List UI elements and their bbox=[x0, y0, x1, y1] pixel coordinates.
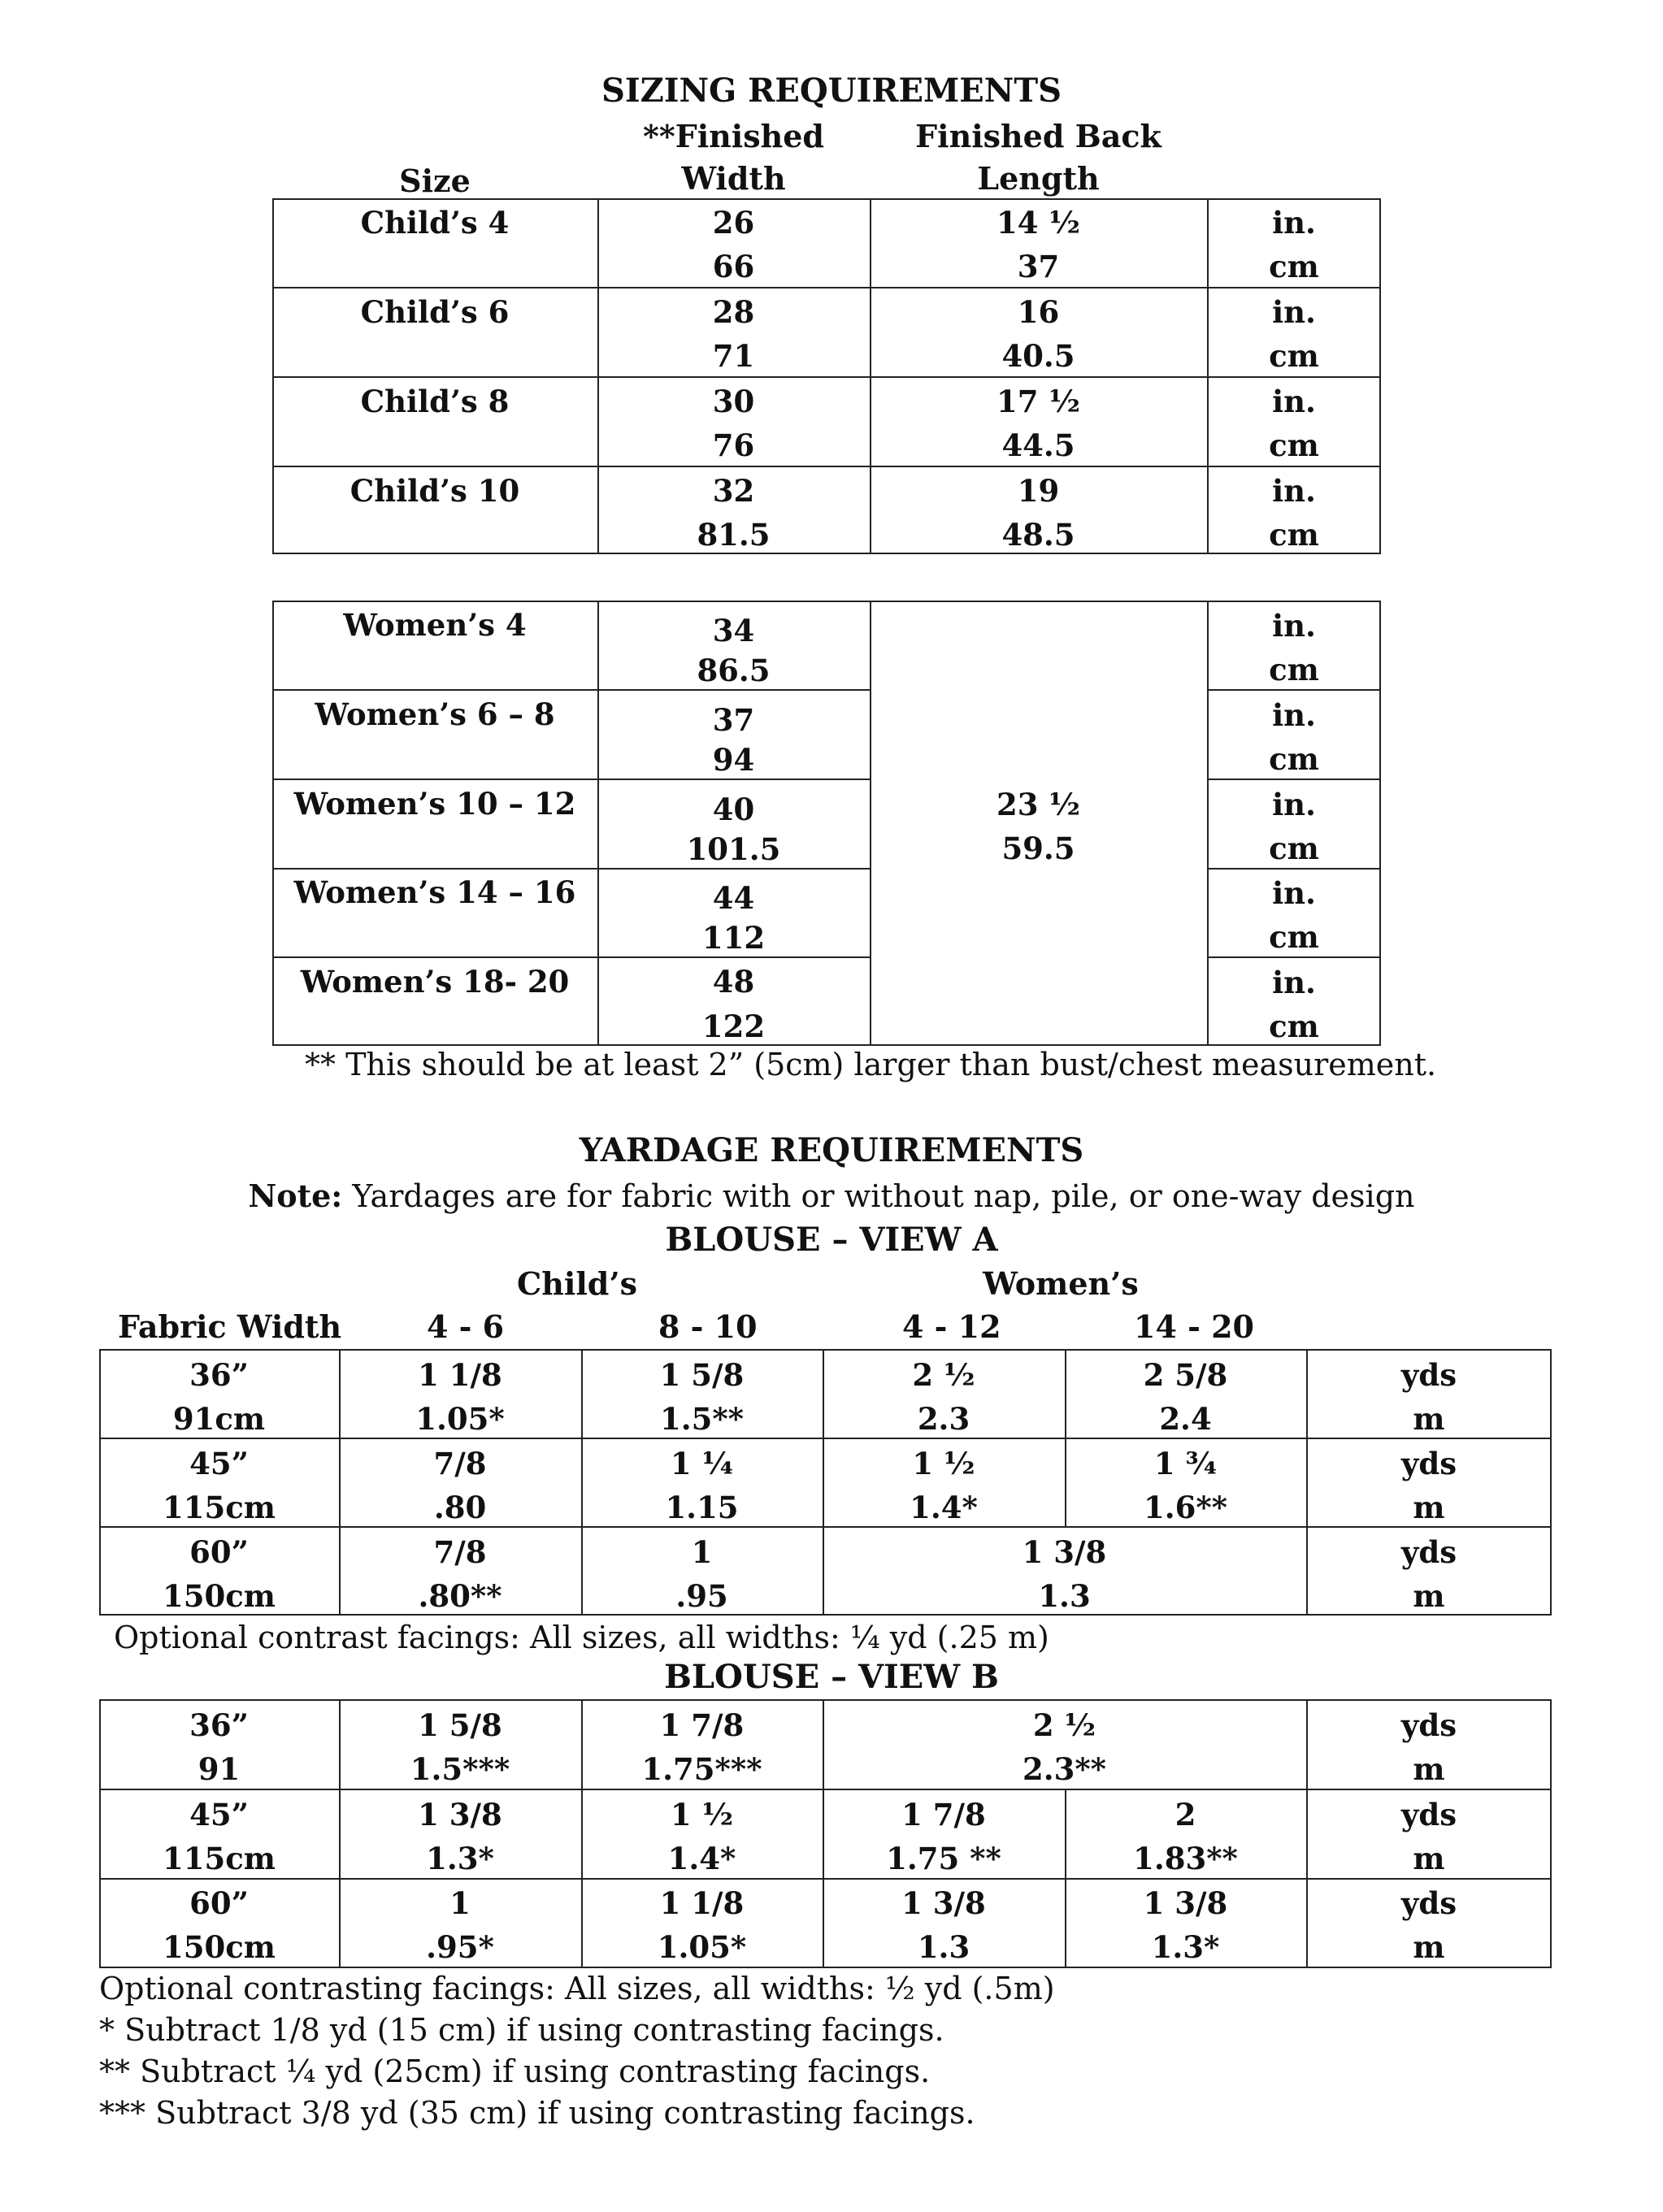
yds-8-10: 1 7/8 bbox=[659, 1707, 745, 1743]
unit-yds: yds bbox=[1400, 1446, 1457, 1481]
col-4-6: 4 - 6 bbox=[427, 1308, 505, 1345]
size-label: Women’s 6 – 8 bbox=[315, 696, 555, 732]
m-8-10: 1.4* bbox=[667, 1841, 736, 1876]
view-a-optional: Optional contrast facings: All sizes, all widths: ¼ yd (.25 m) bbox=[114, 1620, 1049, 1655]
header-length-line1: Finished Back bbox=[915, 118, 1161, 154]
width-in: 26 bbox=[712, 205, 755, 241]
unit-m: m bbox=[1413, 1401, 1445, 1437]
unit-m: m bbox=[1413, 1751, 1445, 1787]
fabric-width-cm: 150cm bbox=[163, 1578, 276, 1614]
unit-in: in. bbox=[1272, 473, 1316, 509]
width-in: 30 bbox=[712, 384, 755, 419]
m-8-10: .95 bbox=[675, 1578, 728, 1614]
view-a-title: BLOUSE – VIEW A bbox=[665, 1221, 998, 1259]
width-cm: 112 bbox=[701, 920, 766, 956]
width-in: 48 bbox=[712, 964, 755, 1000]
fabric-width-in: 60” bbox=[189, 1885, 249, 1921]
m-8-10: 1.15 bbox=[665, 1490, 739, 1525]
unit-in: in. bbox=[1272, 294, 1316, 330]
width-cm: 76 bbox=[712, 427, 755, 463]
width-in: 40 bbox=[712, 792, 755, 827]
unit-yds: yds bbox=[1400, 1357, 1457, 1393]
width-cm: 66 bbox=[712, 249, 755, 284]
header-length-line2: Length bbox=[977, 160, 1100, 197]
length-cm: 40.5 bbox=[1001, 338, 1075, 374]
unit-cm: cm bbox=[1269, 517, 1319, 553]
unit-cm: cm bbox=[1269, 831, 1319, 866]
m-women: 2.3** bbox=[1022, 1751, 1107, 1787]
col-14-20: 14 - 20 bbox=[1134, 1308, 1254, 1345]
unit-cm: cm bbox=[1269, 249, 1319, 284]
size-label: Women’s 14 – 16 bbox=[293, 874, 576, 910]
unit-m: m bbox=[1413, 1490, 1445, 1525]
footnote-triple-star: *** Subtract 3/8 yd (35 cm) if using contrasting facings. bbox=[99, 2095, 975, 2131]
m-4-6: 1.5*** bbox=[410, 1751, 510, 1787]
fabric-width-cm: 115cm bbox=[163, 1841, 276, 1876]
m-4-6: .95* bbox=[426, 1929, 494, 1965]
size-label: Child’s 6 bbox=[360, 294, 510, 330]
unit-in: in. bbox=[1272, 965, 1316, 1000]
fabric-width-cm: 91cm bbox=[172, 1401, 266, 1437]
length-cm: 37 bbox=[1017, 249, 1060, 284]
m-14-20: 1.3* bbox=[1151, 1929, 1220, 1965]
m-4-6: 1.05* bbox=[415, 1401, 505, 1437]
yds-14-20: 2 bbox=[1175, 1797, 1196, 1832]
m-women: 1.3 bbox=[1038, 1578, 1091, 1614]
footnote-single-star: * Subtract 1/8 yd (15 cm) if using contrasting facings. bbox=[99, 2012, 944, 2048]
col-8-10: 8 - 10 bbox=[658, 1308, 758, 1345]
yds-8-10: 1 5/8 bbox=[659, 1357, 745, 1393]
yds-women: 1 3/8 bbox=[1022, 1534, 1107, 1570]
unit-m: m bbox=[1413, 1841, 1445, 1876]
note-text: Yardages are for fabric with or without nap, pile, or one-way design bbox=[342, 1178, 1415, 1214]
yds-4-12: 1 3/8 bbox=[901, 1885, 986, 1921]
yds-4-12: 1 ½ bbox=[912, 1446, 975, 1481]
yds-14-20: 1 ¾ bbox=[1153, 1446, 1218, 1481]
size-label: Child’s 4 bbox=[360, 205, 510, 241]
width-cm: 94 bbox=[712, 742, 755, 778]
women-length-in: 23 ½ bbox=[996, 787, 1080, 822]
group-women: Women’s bbox=[983, 1265, 1139, 1302]
width-in: 28 bbox=[712, 294, 755, 330]
width-in: 32 bbox=[712, 473, 755, 509]
sizing-title: SIZING REQUIREMENTS bbox=[601, 72, 1062, 110]
unit-in: in. bbox=[1272, 875, 1316, 911]
m-14-20: 1.6** bbox=[1143, 1490, 1228, 1525]
unit-yds: yds bbox=[1400, 1534, 1457, 1570]
m-4-12: 1.75 ** bbox=[886, 1841, 1001, 1876]
unit-m: m bbox=[1413, 1578, 1445, 1614]
m-8-10: 1.5** bbox=[659, 1401, 745, 1437]
fabric-width-cm: 150cm bbox=[163, 1929, 276, 1965]
yardage-note bbox=[0, 1178, 1663, 1214]
fabric-width-in: 60” bbox=[189, 1534, 249, 1570]
width-in: 44 bbox=[712, 880, 755, 916]
width-cm: 122 bbox=[701, 1008, 766, 1044]
group-child: Child’s bbox=[517, 1265, 637, 1302]
m-4-6: 1.3* bbox=[426, 1841, 494, 1876]
fabric-width-cm: 115cm bbox=[163, 1490, 276, 1525]
yds-4-6: 1 bbox=[449, 1885, 471, 1921]
width-in: 37 bbox=[712, 702, 755, 738]
yds-14-20: 1 3/8 bbox=[1143, 1885, 1228, 1921]
unit-in: in. bbox=[1272, 787, 1316, 822]
length-in: 17 ½ bbox=[996, 384, 1080, 419]
m-14-20: 1.83** bbox=[1133, 1841, 1238, 1876]
unit-cm: cm bbox=[1269, 1008, 1319, 1044]
yds-4-6: 7/8 bbox=[433, 1446, 487, 1481]
unit-cm: cm bbox=[1269, 652, 1319, 687]
m-8-10: 1.75*** bbox=[641, 1751, 762, 1787]
view-b-title: BLOUSE – VIEW B bbox=[664, 1658, 999, 1696]
unit-cm: cm bbox=[1269, 427, 1319, 463]
m-14-20: 2.4 bbox=[1159, 1401, 1212, 1437]
yds-8-10: 1 bbox=[691, 1534, 713, 1570]
yds-4-6: 1 3/8 bbox=[418, 1797, 502, 1832]
unit-in: in. bbox=[1272, 697, 1316, 733]
size-label: Women’s 4 bbox=[343, 607, 527, 643]
unit-in: in. bbox=[1272, 384, 1316, 419]
unit-yds: yds bbox=[1400, 1707, 1457, 1743]
m-8-10: 1.05* bbox=[657, 1929, 747, 1965]
length-in: 16 bbox=[1017, 294, 1060, 330]
size-label: Child’s 8 bbox=[360, 384, 510, 419]
yardage-title: YARDAGE REQUIREMENTS bbox=[579, 1131, 1084, 1169]
width-cm: 71 bbox=[712, 338, 755, 374]
length-in: 14 ½ bbox=[996, 205, 1080, 241]
length-cm: 44.5 bbox=[1001, 427, 1075, 463]
fabric-width-cm: 91 bbox=[198, 1751, 241, 1787]
yds-4-12: 2 ½ bbox=[912, 1357, 975, 1393]
width-in: 34 bbox=[712, 613, 755, 648]
m-4-12: 1.3 bbox=[917, 1929, 970, 1965]
sizing-footnote: ** This should be at least 2” (5cm) larger than bust/chest measurement. bbox=[305, 1047, 1437, 1082]
fabric-width-in: 36” bbox=[189, 1707, 249, 1743]
yds-4-6: 1 1/8 bbox=[418, 1357, 502, 1393]
unit-yds: yds bbox=[1400, 1885, 1457, 1921]
m-4-12: 1.4* bbox=[910, 1490, 978, 1525]
footnote-double-star: ** Subtract ¼ yd (25cm) if using contrasting facings. bbox=[99, 2054, 931, 2089]
yds-4-12: 1 7/8 bbox=[901, 1797, 986, 1832]
col-fabric-width: Fabric Width bbox=[118, 1308, 342, 1345]
unit-m: m bbox=[1413, 1929, 1445, 1965]
unit-cm: cm bbox=[1269, 919, 1319, 955]
header-width-line1: **Finished bbox=[643, 118, 824, 154]
unit-cm: cm bbox=[1269, 741, 1319, 777]
col-4-12: 4 - 12 bbox=[902, 1308, 1001, 1345]
yds-women: 2 ½ bbox=[1032, 1707, 1096, 1743]
unit-yds: yds bbox=[1400, 1797, 1457, 1832]
women-length-cm: 59.5 bbox=[1001, 831, 1075, 866]
length-in: 19 bbox=[1017, 473, 1060, 509]
unit-cm: cm bbox=[1269, 338, 1319, 374]
fabric-width-in: 45” bbox=[189, 1446, 249, 1481]
header-size: Size bbox=[399, 163, 471, 199]
size-label: Women’s 10 – 12 bbox=[293, 786, 576, 822]
yds-8-10: 1 ¼ bbox=[670, 1446, 734, 1481]
width-cm: 101.5 bbox=[686, 831, 781, 867]
header-width-line2: Width bbox=[681, 160, 786, 197]
size-label: Child’s 10 bbox=[350, 473, 520, 509]
width-cm: 86.5 bbox=[697, 653, 771, 688]
m-4-6: .80** bbox=[418, 1578, 502, 1614]
yds-14-20: 2 5/8 bbox=[1143, 1357, 1228, 1393]
length-cm: 48.5 bbox=[1001, 517, 1075, 553]
fabric-width-in: 45” bbox=[189, 1797, 249, 1832]
unit-in: in. bbox=[1272, 608, 1316, 644]
yds-8-10: 1 1/8 bbox=[659, 1885, 745, 1921]
yds-8-10: 1 ½ bbox=[670, 1797, 734, 1832]
fabric-width-in: 36” bbox=[189, 1357, 249, 1393]
m-4-6: .80 bbox=[433, 1490, 487, 1525]
unit-in: in. bbox=[1272, 205, 1316, 241]
yds-4-6: 7/8 bbox=[433, 1534, 487, 1570]
size-label: Women’s 18- 20 bbox=[300, 964, 570, 1000]
view-b-optional: Optional contrasting facings: All sizes, all widths: ½ yd (.5m) bbox=[99, 1971, 1055, 2006]
yds-4-6: 1 5/8 bbox=[418, 1707, 502, 1743]
width-cm: 81.5 bbox=[697, 517, 771, 553]
m-4-12: 2.3 bbox=[917, 1401, 970, 1437]
note-label: Note: bbox=[248, 1178, 343, 1214]
